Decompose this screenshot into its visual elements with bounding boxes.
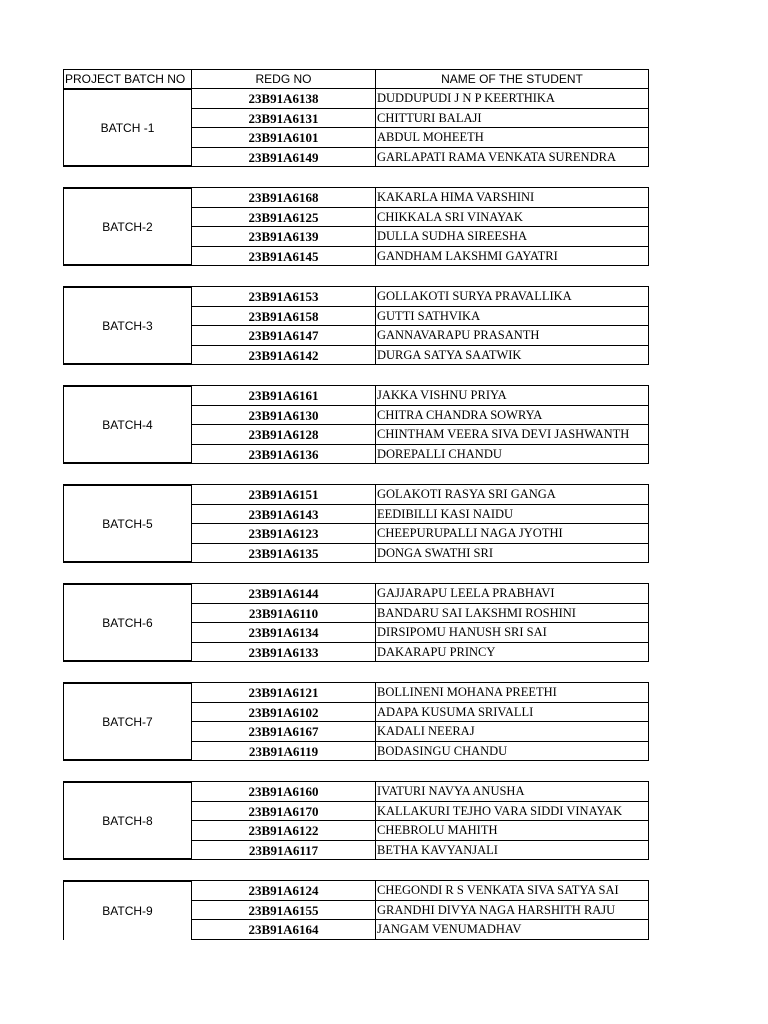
batch-label: BATCH-7 <box>63 682 191 761</box>
student-name: JAKKA VISHNU PRIYA <box>377 388 507 402</box>
table-row <box>192 148 648 168</box>
table-row <box>192 722 648 742</box>
table-row <box>192 683 648 703</box>
batch-student-rows <box>191 286 649 365</box>
redg-number: 23B91A6133 <box>192 643 376 662</box>
table-row <box>192 623 648 643</box>
table-row <box>192 287 648 307</box>
student-name: CHEBROLU MAHITH <box>377 823 498 837</box>
student-name: GARLAPATI RAMA VENKATA SURENDRA <box>377 149 616 164</box>
student-name: GUTTI SATHVIKA <box>377 308 481 323</box>
table-row <box>192 703 648 723</box>
redg-number: 23B91A6117 <box>192 841 376 860</box>
student-name: CHEGONDI R S VENKATA SIVA SATYA SAI <box>377 883 619 897</box>
student-name: GOLLAKOTI SURYA PRAVALLIKA <box>377 289 572 303</box>
batch-student-rows <box>191 89 649 167</box>
student-name: CHINTHAM VEERA SIVA DEVI JASHWANTH <box>377 427 630 441</box>
student-name: JANGAM VENUMADHAV <box>377 922 522 936</box>
student-name: BETHA KAVYANJALI <box>377 842 498 857</box>
table-row <box>192 128 648 148</box>
table-row <box>192 188 648 208</box>
batch-group <box>63 385 649 464</box>
batch-student-rows <box>191 484 649 563</box>
redg-number: 23B91A6168 <box>192 188 376 207</box>
table-row <box>192 346 648 366</box>
table-row <box>192 425 648 445</box>
header-redg-no: REDG NO <box>192 70 376 88</box>
table-row <box>192 841 648 861</box>
batch-group <box>63 484 649 563</box>
redg-number: 23B91A6121 <box>192 683 376 702</box>
table-header <box>63 69 649 89</box>
redg-number: 23B91A6102 <box>192 703 376 722</box>
redg-number: 23B91A6143 <box>192 505 376 524</box>
table-row <box>192 802 648 822</box>
redg-number: 23B91A6149 <box>192 148 376 167</box>
redg-number: 23B91A6158 <box>192 307 376 326</box>
batch-label: BATCH-2 <box>63 187 191 266</box>
table-row <box>192 406 648 426</box>
redg-number: 23B91A6125 <box>192 208 376 227</box>
batch-student-rows <box>191 781 649 860</box>
student-name: EEDIBILLI KASI NAIDU <box>377 506 514 521</box>
student-name: CHITRA CHANDRA SOWRYA <box>377 407 543 422</box>
redg-number: 23B91A6139 <box>192 227 376 246</box>
student-name: DURGA SATYA SAATWIK <box>377 347 522 362</box>
table-row <box>192 881 648 901</box>
student-name: KAKARLA HIMA VARSHINI <box>377 190 535 204</box>
student-name: CHIKKALA SRI VINAYAK <box>377 209 523 224</box>
table-row <box>192 208 648 228</box>
redg-number: 23B91A6160 <box>192 782 376 801</box>
header-student-name: NAME OF THE STUDENT <box>441 72 583 86</box>
table-row <box>192 584 648 604</box>
batch-group <box>63 286 649 365</box>
table-row <box>192 505 648 525</box>
table-row <box>192 920 648 940</box>
table-row <box>192 821 648 841</box>
redg-number: 23B91A6123 <box>192 524 376 543</box>
batch-group <box>63 583 649 662</box>
student-name: DAKARAPU PRINCY <box>377 644 496 659</box>
redg-number: 23B91A6110 <box>192 604 376 623</box>
batch-student-rows <box>191 385 649 464</box>
student-name: KADALI NEERAJ <box>377 724 475 738</box>
redg-number: 23B91A6128 <box>192 425 376 444</box>
student-name: DUDDUPUDI J N P KEERTHIKA <box>377 91 555 105</box>
redg-number: 23B91A6167 <box>192 722 376 741</box>
redg-number: 23B91A6153 <box>192 287 376 306</box>
batch-label: BATCH-4 <box>63 385 191 464</box>
table-row <box>192 307 648 327</box>
table-row <box>192 386 648 406</box>
table-row <box>192 109 648 129</box>
redg-number: 23B91A6155 <box>192 901 376 920</box>
batch-label: BATCH-6 <box>63 583 191 662</box>
student-name: DOREPALLI CHANDU <box>377 446 502 461</box>
batch-label: BATCH -1 <box>63 89 191 167</box>
table-row <box>192 604 648 624</box>
batch-label: BATCH-3 <box>63 286 191 365</box>
batch-group <box>63 187 649 266</box>
redg-number: 23B91A6170 <box>192 802 376 821</box>
student-name: DULLA SUDHA SIREESHA <box>377 229 528 243</box>
student-name: DIRSIPOMU HANUSH SRI SAI <box>377 625 547 639</box>
batch-label: BATCH-9 <box>63 880 191 940</box>
table-row <box>192 782 648 802</box>
batch-student-rows <box>191 583 649 662</box>
table-row <box>192 326 648 346</box>
redg-number: 23B91A6124 <box>192 881 376 900</box>
redg-number: 23B91A6147 <box>192 326 376 345</box>
table-row <box>192 89 648 109</box>
table-row <box>192 485 648 505</box>
student-name: ABDUL MOHEETH <box>377 130 484 144</box>
header-batch-no: PROJECT BATCH NO <box>64 70 192 88</box>
student-name: BOLLINENI MOHANA PREETHI <box>377 685 557 699</box>
redg-number: 23B91A6142 <box>192 346 376 365</box>
batch-label: BATCH-8 <box>63 781 191 860</box>
table-row <box>192 445 648 465</box>
redg-number: 23B91A6138 <box>192 89 376 108</box>
student-name: KALLAKURI TEJHO VARA SIDDI VINAYAK <box>377 803 623 818</box>
redg-number: 23B91A6131 <box>192 109 376 128</box>
batch-table <box>63 69 649 940</box>
student-name: GANNAVARAPU PRASANTH <box>377 328 540 342</box>
student-name: GRANDHI DIVYA NAGA HARSHITH RAJU <box>377 902 616 917</box>
redg-number: 23B91A6145 <box>192 247 376 266</box>
redg-number: 23B91A6130 <box>192 406 376 425</box>
student-name: ADAPA KUSUMA SRIVALLI <box>377 704 534 719</box>
student-name: IVATURI NAVYA ANUSHA <box>377 784 525 798</box>
student-name: BODASINGU CHANDU <box>377 743 508 758</box>
batch-student-rows <box>191 880 649 940</box>
batch-label: BATCH-5 <box>63 484 191 563</box>
redg-number: 23B91A6135 <box>192 544 376 563</box>
redg-number: 23B91A6144 <box>192 584 376 603</box>
batch-student-rows <box>191 682 649 761</box>
redg-number: 23B91A6101 <box>192 128 376 147</box>
table-row <box>192 901 648 921</box>
student-name: BANDARU SAI LAKSHMI ROSHINI <box>377 605 576 620</box>
batch-group <box>63 682 649 761</box>
student-name: GANDHAM LAKSHMI GAYATRI <box>377 248 558 263</box>
batch-student-rows <box>191 187 649 266</box>
batch-groups <box>63 89 649 940</box>
redg-number: 23B91A6164 <box>192 920 376 939</box>
table-row <box>192 524 648 544</box>
batch-group <box>63 89 649 167</box>
redg-number: 23B91A6122 <box>192 821 376 840</box>
redg-number: 23B91A6134 <box>192 623 376 642</box>
redg-number: 23B91A6151 <box>192 485 376 504</box>
student-name: DONGA SWATHI SRI <box>377 545 493 560</box>
student-name: GAJJARAPU LEELA PRABHAVI <box>377 586 555 600</box>
table-row <box>192 227 648 247</box>
batch-group <box>63 781 649 860</box>
table-row <box>192 742 648 762</box>
redg-number: 23B91A6136 <box>192 445 376 464</box>
student-name: GOLAKOTI RASYA SRI GANGA <box>377 487 556 501</box>
table-row <box>192 544 648 564</box>
table-row <box>192 643 648 663</box>
student-name: CHITTURI BALAJI <box>377 110 482 125</box>
student-name: CHEEPURUPALLI NAGA JYOTHI <box>377 526 563 540</box>
redg-number: 23B91A6161 <box>192 386 376 405</box>
redg-number: 23B91A6119 <box>192 742 376 761</box>
table-row <box>192 247 648 267</box>
batch-group <box>63 880 649 940</box>
